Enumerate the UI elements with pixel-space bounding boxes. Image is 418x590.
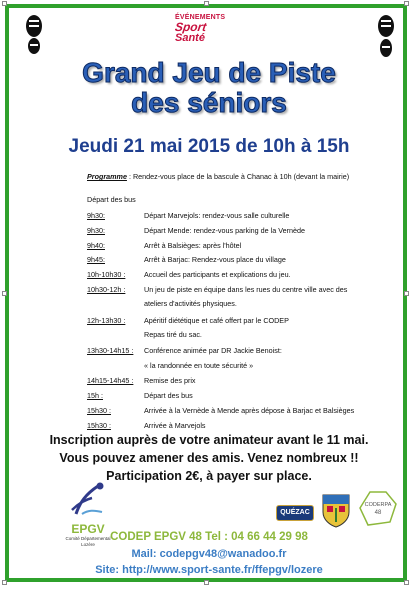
footprint-icon [372, 12, 400, 60]
schedule-time: 9h45: [87, 255, 105, 264]
logo-events-text: ÉVÉNEMENTS [175, 14, 226, 21]
schedule-desc: Arrivée à la Vernède à Mende après dépose à Barjac et Balsièges [144, 406, 355, 415]
quezac-logo [276, 505, 314, 521]
schedule-time: 15h : [87, 391, 103, 400]
resize-handle-top-center[interactable] [204, 1, 209, 6]
schedule-continuation: Repas tiré du sac. [144, 330, 202, 339]
programme-line [87, 172, 349, 181]
epgv-logo-sub1: Comité Départemental [65, 536, 111, 541]
coderpa-text: CODERPA [364, 502, 392, 508]
coat-of-arms-icon [322, 494, 350, 528]
schedule-time: 15h30 : [87, 406, 111, 415]
coderpa-number: 48 [374, 510, 382, 516]
schedule-desc: Accueil des participants et explications du jeu. [144, 270, 291, 279]
schedule-time: 9h30: [87, 211, 105, 220]
schedule-desc: Arrêt à Balsièges: après l'hôtel [144, 241, 242, 250]
logo-sante-text: Santé [175, 32, 205, 44]
schedule-desc: Arrêt à Barjac: Rendez-vous place du village [144, 255, 286, 264]
sport-sante-logo [175, 14, 233, 50]
contact-site[interactable]: Site: http://www.sport-sante.fr/ffepgv/lozere [95, 564, 323, 576]
friends-text: Vous pouvez amener des amis. Venez nombreux !! [59, 451, 359, 465]
resize-handle-top-right[interactable] [404, 1, 409, 6]
schedule-time: 13h30-14h15 : [87, 346, 134, 355]
schedule-desc: Départ des bus [144, 391, 193, 400]
coderpa-logo [358, 490, 398, 528]
footprint-icon [20, 12, 48, 56]
resize-handle-middle-left[interactable] [2, 291, 7, 296]
schedule-desc: Conférence animée par DR Jackie Benoist: [144, 346, 282, 355]
resize-handle-bottom-left[interactable] [2, 580, 7, 585]
schedule-continuation: « la randonnée en toute sécurité » [144, 361, 254, 370]
programme-text: : Rendez-vous place de la bascule à Chanac à 10h (devant la mairie) [126, 172, 350, 181]
schedule-time: 12h-13h30 : [87, 316, 126, 325]
epgv-logo-sub2: Lozère [81, 542, 95, 547]
logo-sport-text: Sport [174, 20, 208, 34]
schedule-continuation: ateliers d'activités physiques. [144, 299, 237, 308]
schedule-desc: Départ Marvejols: rendez-vous salle culturelle [144, 211, 290, 220]
epgv-logo-text: EPGV [71, 522, 105, 536]
inscription-text: Inscription auprès de votre animateur avant le 11 mai. [49, 433, 369, 447]
resize-handle-bottom-right[interactable] [404, 580, 409, 585]
schedule-desc: Apéritif diététique et café offert par le CODEP [144, 316, 289, 325]
schedule-time: 9h40: [87, 241, 105, 250]
participation-text: Participation 2€, à payer sur place. [106, 469, 312, 483]
coderpa-hexagon-icon [358, 490, 398, 528]
resize-handle-top-left[interactable] [2, 1, 7, 6]
resize-handle-bottom-center[interactable] [204, 580, 209, 585]
quezac-logo-text: QUÉZAC [276, 505, 314, 521]
schedule-time: 14h15-14h45 : [87, 376, 134, 385]
page-title-line1: Grand Jeu de Piste [82, 57, 336, 88]
page-title-line2: des séniors [131, 87, 287, 118]
schedule-desc: Arrivée à Marvejols [144, 421, 206, 430]
schedule-desc: Un jeu de piste en équipe dans les rues du centre ville avec des [144, 285, 348, 294]
contact-phone: CODEP EPGV 48 Tel : 04 66 44 29 98 [110, 531, 308, 543]
event-date: Jeudi 21 mai 2015 de 10h à 15h [68, 136, 350, 157]
schedule-desc: Départ Mende: rendez-vous parking de la Vernède [144, 226, 306, 235]
schedule-desc: Remise des prix [144, 376, 196, 385]
contact-mail[interactable]: Mail: codepgv48@wanadoo.fr [131, 548, 287, 560]
programme-label: Programme [87, 172, 127, 181]
schedule-time: 9h30: [87, 226, 105, 235]
resize-handle-middle-right[interactable] [404, 291, 409, 296]
epgv-figure-icon [58, 480, 118, 518]
depart-heading: Départ des bus [87, 195, 136, 204]
schedule-time: 15h30 : [87, 421, 111, 430]
schedule-time: 10h-10h30 : [87, 270, 126, 279]
schedule-time: 10h30-12h : [87, 285, 126, 294]
